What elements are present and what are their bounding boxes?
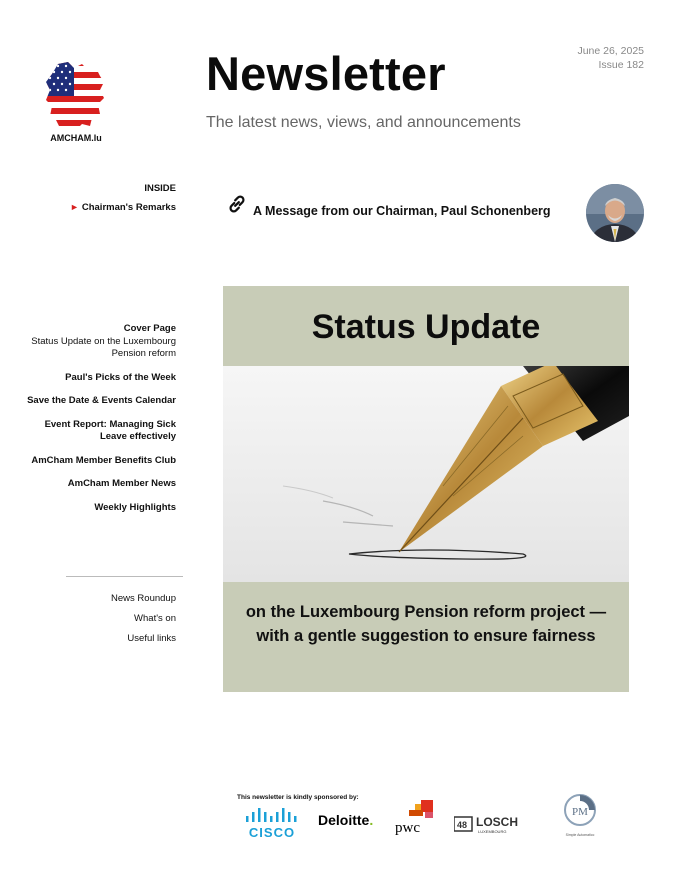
losch-logo[interactable] xyxy=(454,814,544,834)
table-of-contents xyxy=(26,323,176,525)
toc-item-save-the-date[interactable] xyxy=(26,395,176,408)
toc-item-member-news[interactable] xyxy=(26,478,176,491)
toc-item-title: Event Report: Managing Sick Leave effectively xyxy=(44,418,176,442)
toc-item-event-report[interactable] xyxy=(26,419,176,444)
toc-item-weekly-highlights[interactable] xyxy=(26,502,176,515)
toc-item-title: Save the Date & Events Calendar xyxy=(27,395,176,406)
inside-chairmans-remarks-link[interactable] xyxy=(70,202,176,213)
losch-wordmark: LOSCH xyxy=(476,815,518,829)
page-title: Newsletter xyxy=(206,47,446,100)
arrow-right-icon: ► xyxy=(69,202,79,212)
toc-item-title: Cover Page xyxy=(123,323,176,334)
deloitte-logo[interactable] xyxy=(318,812,373,828)
svg-text:48: 48 xyxy=(457,820,468,830)
link-whats-on[interactable]: What's on xyxy=(134,613,176,624)
amcham-flag-logo xyxy=(44,60,106,134)
cisco-bars-icon xyxy=(243,808,301,824)
toc-item-title: AmCham Member News xyxy=(67,478,176,489)
toc-item-pauls-picks[interactable] xyxy=(26,372,176,385)
link-icon[interactable] xyxy=(226,193,248,215)
inside-heading: INSIDE xyxy=(144,183,176,194)
link-news-roundup[interactable]: News Roundup xyxy=(111,593,176,604)
toc-item-title: AmCham Member Benefits Club xyxy=(31,454,176,466)
deloitte-dot-icon: . xyxy=(369,812,374,828)
link-useful-links[interactable]: Useful links xyxy=(127,633,176,644)
feature-title: Status Update xyxy=(311,308,541,346)
cisco-wordmark: CISCO xyxy=(248,825,296,840)
issue-meta xyxy=(577,44,644,72)
sidebar-links xyxy=(111,589,176,649)
feature-caption: on the Luxembourg Pension reform project — with a gentle suggestion to ensure fairness xyxy=(245,603,607,645)
pwc-wordmark: pwc xyxy=(395,820,420,836)
pm-subtitle: Simple Automaticc xyxy=(565,833,595,837)
issue-number: Issue 182 xyxy=(598,59,644,71)
page-subtitle: The latest news, views, and announcements xyxy=(206,114,521,131)
issue-date: June 26, 2025 xyxy=(577,45,644,57)
logo-label: AMCHAM.lu xyxy=(50,133,102,143)
toc-item-cover-page[interactable] xyxy=(26,323,176,361)
fountain-pen-image xyxy=(223,366,629,582)
toc-item-subtitle: Status Update on the Luxembourg Pension reform xyxy=(31,335,176,359)
chairman-avatar xyxy=(586,184,644,242)
deloitte-wordmark: Deloitte xyxy=(318,812,370,828)
toc-item-title: Weekly Highlights xyxy=(94,501,176,513)
chairman-message-link[interactable]: A Message from our Chairman, Paul Schonenberg xyxy=(253,204,551,218)
cisco-logo[interactable] xyxy=(243,808,301,838)
pm-logo[interactable] xyxy=(562,794,598,840)
inside-item-label: Chairman's Remarks xyxy=(81,202,176,213)
toc-item-benefits-club[interactable] xyxy=(26,455,176,468)
pwc-blocks-icon xyxy=(395,800,440,822)
losch-subtitle: LUXEMBOURG xyxy=(478,829,507,834)
sidebar-divider xyxy=(66,576,183,577)
toc-item-title: Paul's Picks of the Week xyxy=(65,371,176,383)
feature-card[interactable] xyxy=(223,286,629,692)
sponsors-label: This newsletter is kindly sponsored by: xyxy=(237,794,359,801)
pm-monogram: PM xyxy=(572,806,588,818)
pwc-logo[interactable] xyxy=(395,800,440,840)
